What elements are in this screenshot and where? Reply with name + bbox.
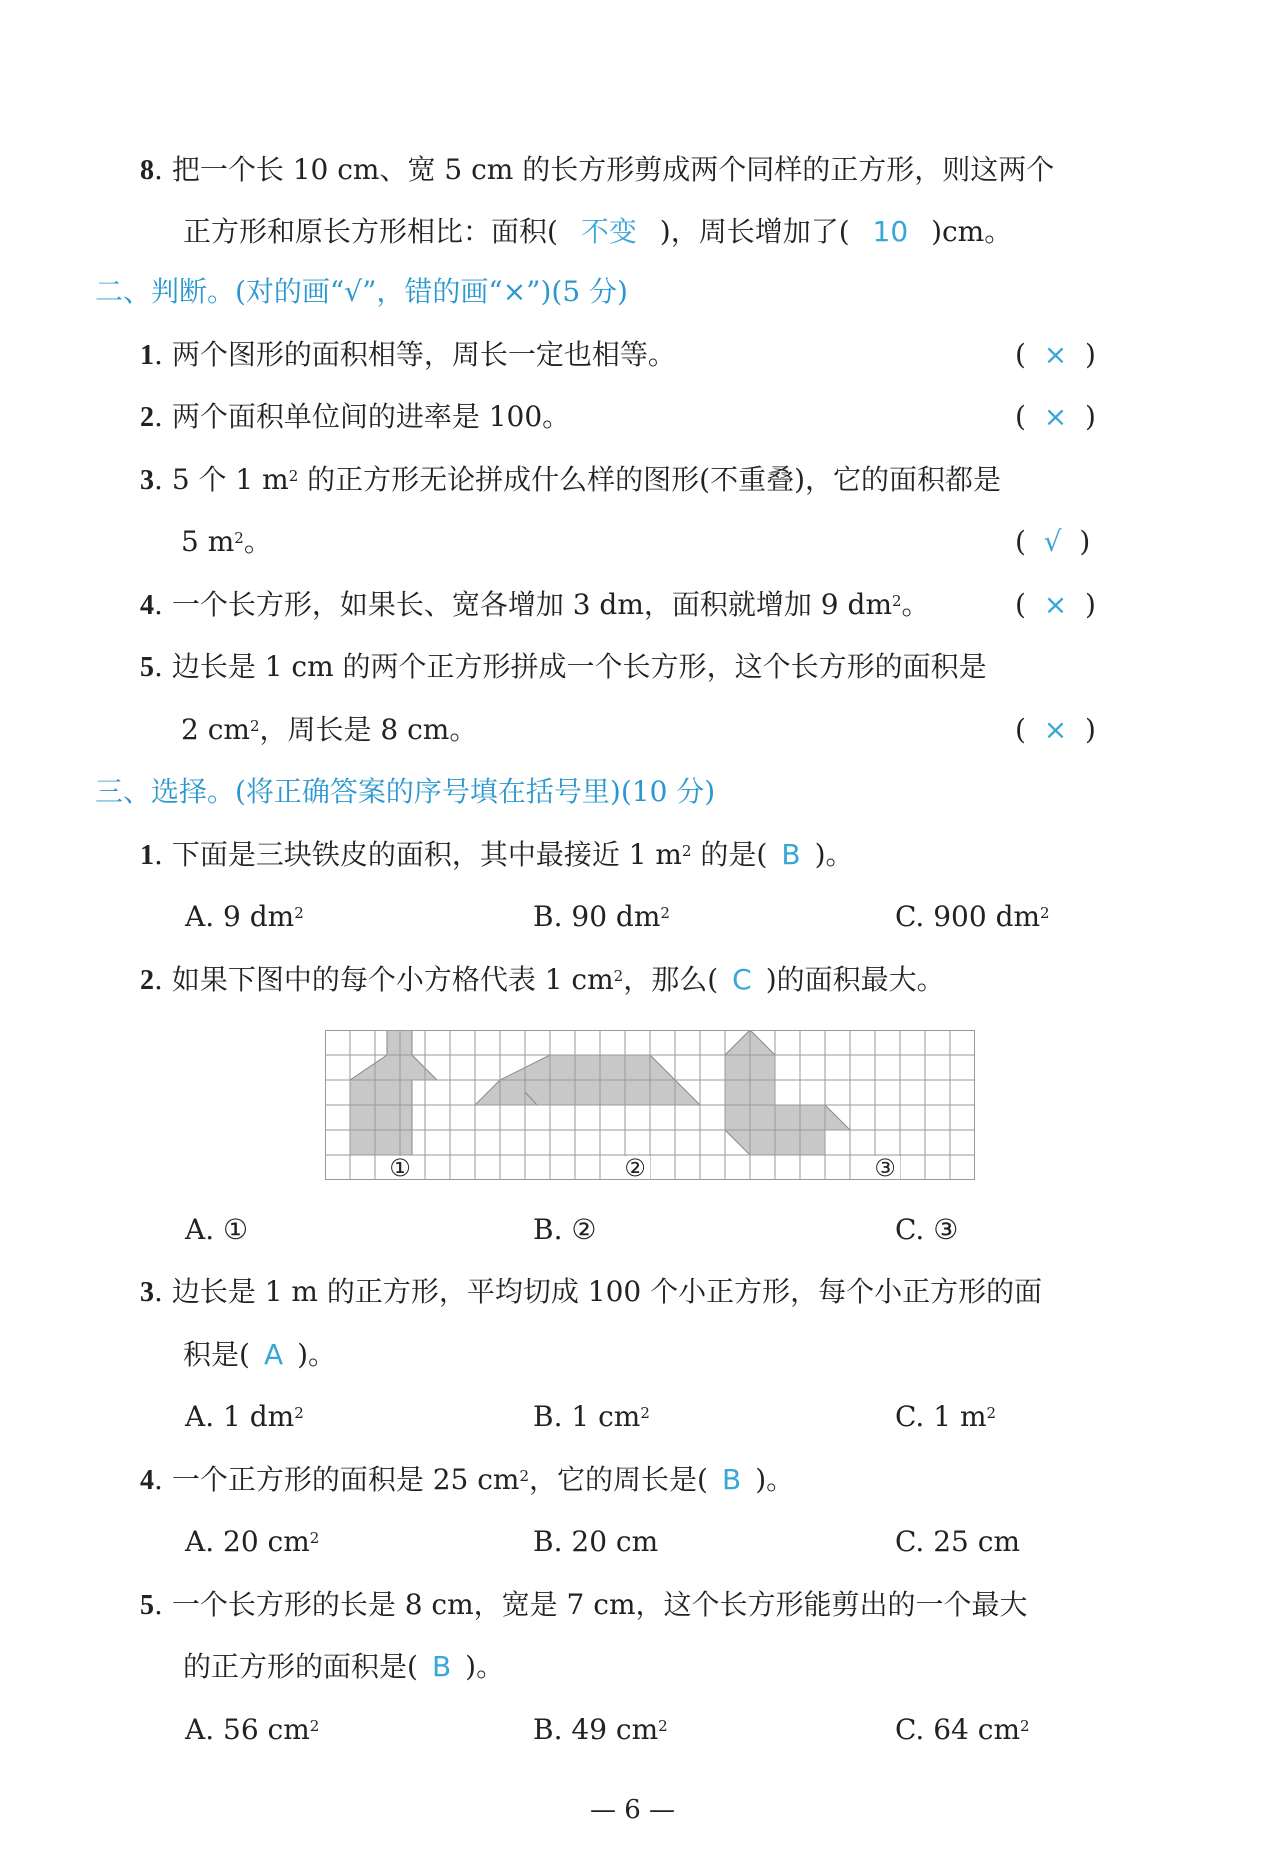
- q8-answer-perimeter[interactable]: 10: [872, 215, 909, 248]
- shape-3: [725, 1030, 850, 1155]
- judge-item-5-cont: [181, 710, 477, 750]
- section-choice-title: 三、选择。(将正确答案的序号填在括号里)(10 分): [95, 775, 716, 808]
- judge-3-answer: √: [1043, 525, 1062, 558]
- judge-3-answer-box[interactable]: ( √ ): [1015, 525, 1091, 558]
- choice-1-option-a: [185, 897, 304, 937]
- choice-2-answer[interactable]: C: [732, 963, 752, 996]
- choice-2-option-b: [533, 1210, 596, 1250]
- judge-3-text-d: 。: [243, 525, 272, 558]
- choice-4-text-c: )。: [755, 1463, 795, 1496]
- superscript: 2: [234, 529, 244, 547]
- choice-2-option-c: [895, 1210, 958, 1250]
- superscript: 2: [658, 1717, 668, 1735]
- choice-4-option-c: [895, 1522, 1020, 1562]
- choice-4-answer[interactable]: B: [721, 1463, 742, 1496]
- choice-1-text-c: )。: [814, 838, 854, 871]
- superscript: 2: [309, 1529, 320, 1547]
- option-text: C. 25 cm: [895, 1525, 1020, 1558]
- superscript: 2: [613, 967, 624, 985]
- judge-3-text-a: 5 个 1 m: [171, 463, 289, 496]
- choice-3-answer[interactable]: A: [263, 1338, 284, 1371]
- q8-number: 8: [140, 155, 154, 186]
- judge-2-answer: ×: [1043, 400, 1068, 433]
- superscript: 2: [294, 904, 304, 922]
- choice-1-number: 1: [140, 840, 154, 871]
- superscript: 2: [309, 1717, 320, 1735]
- shape-1: [350, 1030, 437, 1155]
- choice-5-number: 5: [140, 1590, 154, 1621]
- q8-text-a: 正方形和原长方形相比：面积(: [183, 215, 558, 248]
- judge-item-3: 3. 5 个 1 $m^2$ 的正方形无论拼成什么样的图形(不重叠)，它的面积都是: [140, 463, 1002, 496]
- judge-4-text-a: 一个长方形，如果长、宽各增加 3 dm，面积就增加 9 dm: [171, 588, 892, 621]
- option-text: A. 1 dm: [185, 1400, 295, 1433]
- choice-5-text-c: )。: [465, 1650, 505, 1683]
- superscript: 2: [249, 717, 260, 735]
- choice-item-4: 4. 一个正方形的面积是 25 $cm^2$，它的周长是( B )。: [140, 1463, 795, 1496]
- superscript: 2: [640, 1404, 650, 1422]
- choice-3-option-a: [185, 1397, 304, 1437]
- q8-answer-area[interactable]: 不变: [580, 215, 637, 248]
- choice-4-option-a: [185, 1522, 319, 1562]
- superscript: 2: [681, 842, 692, 860]
- choice-5-option-b: [533, 1710, 668, 1750]
- option-text: C. 900 dm: [895, 900, 1041, 933]
- judge-5-answer: ×: [1043, 713, 1068, 746]
- section-judge-title: 二、判断。(对的画“√”，错的画“×”)(5 分): [95, 275, 628, 308]
- choice-2-text-a: 如果下图中的每个小方格代表 1 cm: [171, 963, 614, 996]
- option-text: A. 56 cm: [185, 1713, 310, 1746]
- judge-1-answer-box[interactable]: ( × ): [1015, 338, 1096, 371]
- option-text: B. 1 cm: [533, 1400, 641, 1433]
- option-text: B. 49 cm: [533, 1713, 659, 1746]
- choice-item-5-cont: [183, 1647, 504, 1687]
- superscript: 2: [892, 592, 902, 610]
- choice-4-text-a: 一个正方形的面积是 25 cm: [171, 1463, 520, 1496]
- judge-1-text: 两个图形的面积相等，周长一定也相等。: [171, 338, 676, 371]
- choice-3-text-b: 积是(: [183, 1338, 250, 1371]
- superscript: 2: [1020, 1717, 1030, 1735]
- judge-item-2: 2. 两个面积单位间的进率是 100。: [140, 400, 571, 433]
- choice-1-text-b: 的是(: [691, 838, 768, 871]
- choice-2-text-b: ，那么(: [623, 963, 719, 996]
- q8-line1: 8. 把一个长 10 cm、宽 5 cm 的长方形剪成两个同样的正方形，则这两个: [140, 153, 1055, 186]
- option-text: B. ②: [533, 1213, 597, 1246]
- option-text: B. 20 cm: [533, 1525, 659, 1558]
- judge-item-1: 1. 两个图形的面积相等，周长一定也相等。: [140, 338, 676, 371]
- judge-4-answer: ×: [1043, 588, 1068, 621]
- option-text: A. 20 cm: [185, 1525, 310, 1558]
- judge-2-text: 两个面积单位间的进率是 100。: [171, 400, 571, 433]
- q8-text: 把一个长 10 cm、宽 5 cm 的长方形剪成两个同样的正方形，则这两个: [171, 153, 1055, 186]
- choice-5-text-b: 的正方形的面积是(: [183, 1650, 418, 1683]
- choice-3-option-c: [895, 1397, 996, 1437]
- option-text: B. 90 dm: [533, 900, 661, 933]
- judge-1-number: 1: [140, 340, 154, 371]
- shapes-grid-figure: [325, 1030, 975, 1180]
- option-text: C. 1 m: [895, 1400, 987, 1433]
- superscript: 2: [519, 1467, 530, 1485]
- judge-5-number: 5: [140, 652, 154, 683]
- superscript: 2: [986, 1404, 997, 1422]
- option-text: C. ③: [895, 1213, 959, 1246]
- choice-4-text-b: ，它的周长是(: [529, 1463, 708, 1496]
- choice-3-number: 3: [140, 1277, 154, 1308]
- judge-5-answer-box[interactable]: ( × ): [1015, 713, 1096, 746]
- choice-item-2: 2. 如果下图中的每个小方格代表 1 $cm^2$，那么( C )的面积最大。: [140, 963, 945, 996]
- judge-1-answer: ×: [1043, 338, 1068, 371]
- choice-item-5: 5. 一个长方形的长是 8 cm，宽是 7 cm，这个长方形能剪出的一个最大: [140, 1588, 1028, 1621]
- option-text: A. ①: [185, 1213, 249, 1246]
- choice-5-option-c: [895, 1710, 1030, 1750]
- superscript: 2: [1040, 904, 1050, 922]
- choice-1-option-c: [895, 897, 1050, 937]
- shape-1-label: ①: [389, 1154, 411, 1180]
- judge-4-number: 4: [140, 590, 154, 621]
- judge-3-number: 3: [140, 465, 154, 496]
- choice-1-option-b: [533, 897, 670, 937]
- choice-item-3: 3. 边长是 1 m 的正方形，平均切成 100 个小正方形，每个小正方形的面: [140, 1275, 1043, 1308]
- q8-line2: [183, 212, 1012, 252]
- judge-item-5: 5. 边长是 1 cm 的两个正方形拼成一个长方形，这个长方形的面积是: [140, 650, 987, 683]
- choice-1-text-a: 下面是三块铁皮的面积，其中最接近 1 m: [171, 838, 682, 871]
- option-text: A. 9 dm: [185, 900, 295, 933]
- choice-3-text-c: )。: [297, 1338, 337, 1371]
- choice-2-number: 2: [140, 965, 154, 996]
- choice-5-text-a: 一个长方形的长是 8 cm，宽是 7 cm，这个长方形能剪出的一个最大: [171, 1588, 1028, 1621]
- judge-4-answer-box[interactable]: ( × ): [1015, 588, 1096, 621]
- choice-5-answer[interactable]: B: [431, 1650, 452, 1683]
- judge-3-text-c: 5 m: [181, 525, 235, 558]
- q8-text-c: )cm。: [931, 215, 1013, 248]
- choice-4-number: 4: [140, 1465, 154, 1496]
- choice-1-answer[interactable]: B: [781, 838, 801, 871]
- shape-3-label: ③: [874, 1154, 896, 1180]
- superscript: 2: [660, 904, 670, 922]
- page-number: — 6 —: [589, 1795, 676, 1825]
- choice-2-text-c: )的面积最大。: [765, 963, 945, 996]
- choice-3-text-a: 边长是 1 m 的正方形，平均切成 100 个小正方形，每个小正方形的面: [171, 1275, 1043, 1308]
- choice-2-option-a: [185, 1210, 248, 1250]
- choice-item-1: 1. 下面是三块铁皮的面积，其中最接近 1 $m^2$ 的是( B )。: [140, 838, 854, 871]
- choice-3-option-b: [533, 1397, 650, 1437]
- judge-5-text-c: ，周长是 8 cm。: [259, 713, 478, 746]
- judge-item-3-cont: [181, 522, 272, 562]
- judge-item-4: 4. 一个长方形，如果长、宽各增加 3 dm，面积就增加 9 $dm^2$。: [140, 588, 930, 621]
- judge-4-text-b: 。: [901, 588, 930, 621]
- q8-text-b: )，周长增加了(: [659, 215, 850, 248]
- superscript: 2: [294, 1404, 304, 1422]
- judge-5-text-a: 边长是 1 cm 的两个正方形拼成一个长方形，这个长方形的面积是: [171, 650, 987, 683]
- judge-2-number: 2: [140, 402, 154, 433]
- choice-4-option-b: [533, 1522, 658, 1562]
- option-text: C. 64 cm: [895, 1713, 1020, 1746]
- choice-5-option-a: [185, 1710, 319, 1750]
- shape-2-label: ②: [624, 1154, 646, 1180]
- judge-2-answer-box[interactable]: ( × ): [1015, 400, 1096, 433]
- choice-item-3-cont: [183, 1335, 336, 1375]
- judge-5-text-b: 2 cm: [181, 713, 250, 746]
- superscript: 2: [288, 467, 299, 485]
- judge-3-text-b: 的正方形无论拼成什么样的图形(不重叠)，它的面积都是: [298, 463, 1002, 496]
